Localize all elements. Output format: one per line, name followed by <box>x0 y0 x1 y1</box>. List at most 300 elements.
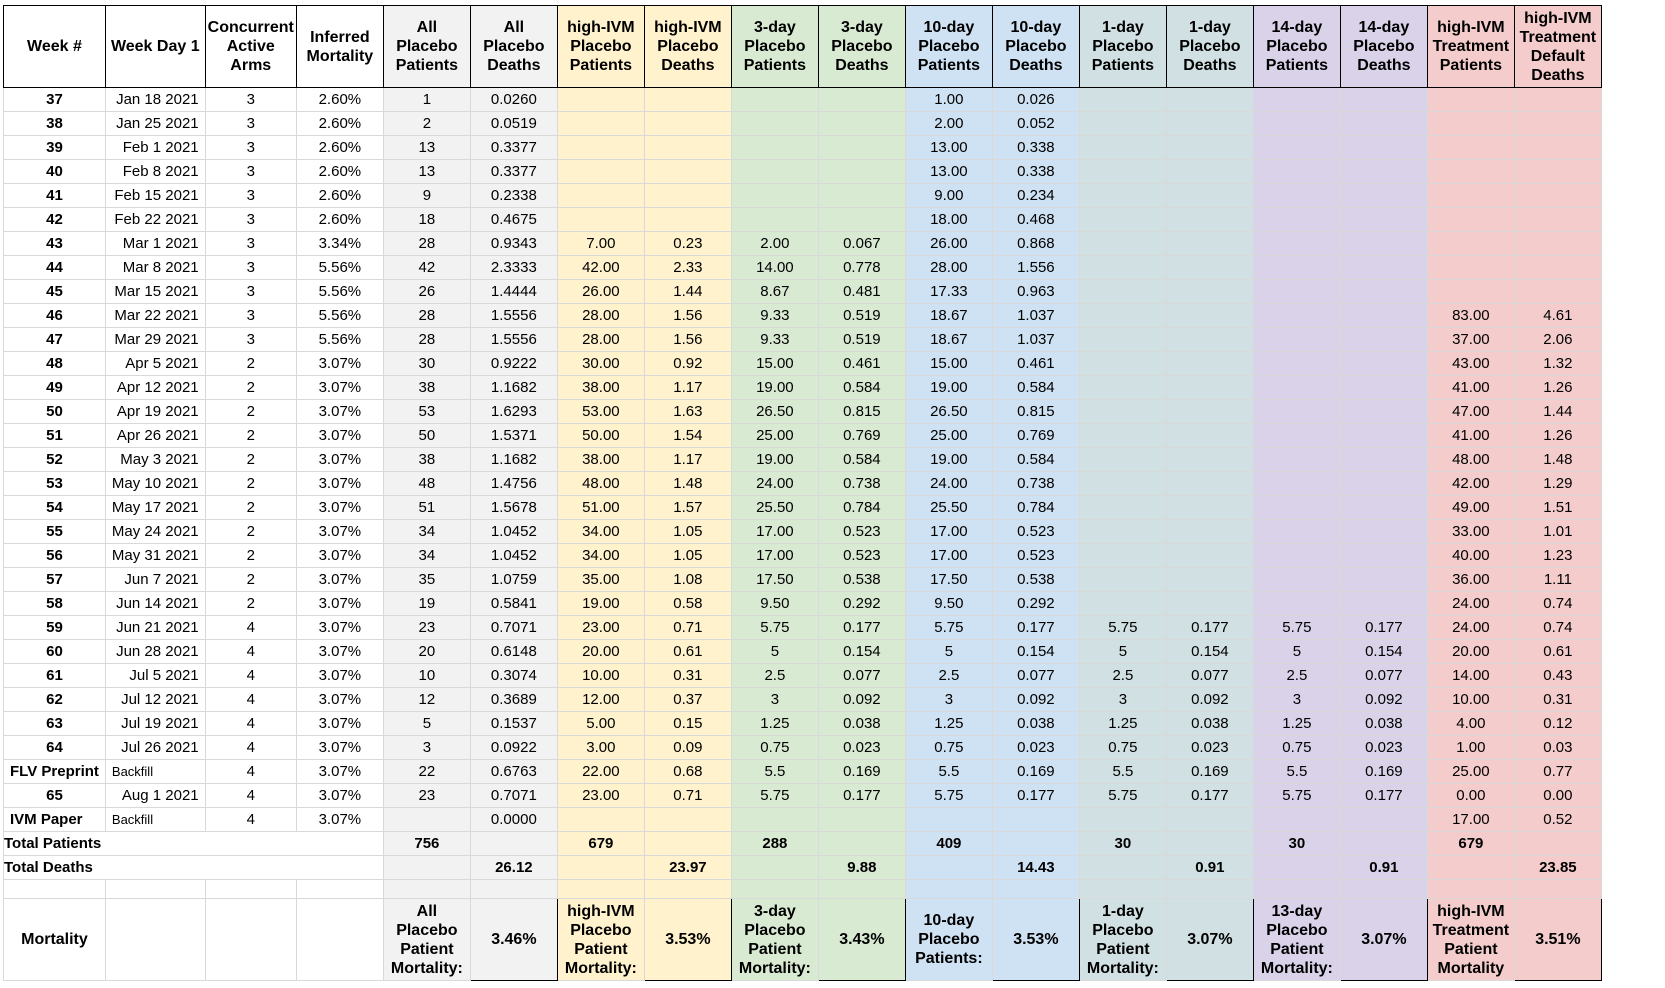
table-cell: 0.61 <box>644 640 731 664</box>
total-cell <box>905 856 992 880</box>
table-cell: 0.778 <box>818 256 905 280</box>
table-cell: 54 <box>4 496 106 520</box>
table-cell: May 10 2021 <box>105 472 205 496</box>
table-cell: 0.154 <box>1340 640 1427 664</box>
table-cell: 3.07% <box>296 736 383 760</box>
table-cell: 15.00 <box>905 352 992 376</box>
table-cell: 0.481 <box>818 280 905 304</box>
total-cell <box>557 856 644 880</box>
table-cell <box>557 112 644 136</box>
table-cell: 1.00 <box>1427 736 1514 760</box>
table-cell: 36.00 <box>1427 568 1514 592</box>
table-cell: 0.234 <box>992 184 1079 208</box>
table-cell: 3.07% <box>296 808 383 832</box>
table-cell: 2.00 <box>731 232 818 256</box>
table-cell <box>1079 448 1166 472</box>
table-cell: 0.177 <box>818 784 905 808</box>
mortality-caption: 13-day Placebo Patient Mortality: <box>1253 899 1340 981</box>
table-cell: 1.56 <box>644 328 731 352</box>
table-cell <box>557 808 644 832</box>
table-cell: 2 <box>205 424 296 448</box>
table-cell: 1.32 <box>1514 352 1601 376</box>
table-cell <box>557 208 644 232</box>
empty-cell <box>205 880 296 899</box>
table-cell: 1.25 <box>1079 712 1166 736</box>
table-cell: 3.07% <box>296 784 383 808</box>
table-cell: 60 <box>4 640 106 664</box>
table-cell: May 24 2021 <box>105 520 205 544</box>
table-cell: 22.00 <box>557 760 644 784</box>
table-row <box>4 376 1602 400</box>
table-cell: 0.7071 <box>470 784 557 808</box>
table-row <box>4 760 1602 784</box>
table-cell: 0.519 <box>818 328 905 352</box>
table-cell: 28.00 <box>557 328 644 352</box>
table-cell: 34.00 <box>557 520 644 544</box>
table-cell: 4 <box>205 688 296 712</box>
table-row <box>4 112 1602 136</box>
column-header: All Placebo Patients <box>383 6 470 88</box>
table-cell: 3 <box>205 184 296 208</box>
table-cell: 12 <box>383 688 470 712</box>
spacer-row <box>4 880 1602 899</box>
empty-cell <box>1340 880 1427 899</box>
table-cell: 1.48 <box>644 472 731 496</box>
table-cell: May 31 2021 <box>105 544 205 568</box>
table-cell: 1.26 <box>1514 376 1601 400</box>
table-cell: IVM Paper <box>4 808 106 832</box>
table-cell: 2 <box>205 448 296 472</box>
table-cell: 5.00 <box>557 712 644 736</box>
table-cell <box>1253 520 1340 544</box>
table-cell: Mar 8 2021 <box>105 256 205 280</box>
totals-label: Total Deaths <box>4 856 384 880</box>
table-cell: 3 <box>1079 688 1166 712</box>
table-cell: 0.338 <box>992 160 1079 184</box>
table-cell: 5 <box>383 712 470 736</box>
table-cell: 0.026 <box>992 88 1079 112</box>
table-cell <box>1427 232 1514 256</box>
table-cell: 15.00 <box>731 352 818 376</box>
table-cell: 2.5 <box>1079 664 1166 688</box>
table-cell <box>1253 448 1340 472</box>
table-cell: 53.00 <box>557 400 644 424</box>
column-header: Inferred Mortality <box>296 6 383 88</box>
table-cell: 28 <box>383 232 470 256</box>
table-cell: 0.963 <box>992 280 1079 304</box>
table-cell: 17.00 <box>1427 808 1514 832</box>
table-cell <box>383 808 470 832</box>
table-cell <box>818 136 905 160</box>
table-cell: 49.00 <box>1427 496 1514 520</box>
table-cell: 3.07% <box>296 592 383 616</box>
table-cell: 5.75 <box>731 784 818 808</box>
table-cell: 0.868 <box>992 232 1079 256</box>
table-cell: 51.00 <box>557 496 644 520</box>
total-cell <box>1514 832 1601 856</box>
table-cell: 26 <box>383 280 470 304</box>
table-cell: Mar 15 2021 <box>105 280 205 304</box>
table-cell: 5.75 <box>731 616 818 640</box>
table-cell <box>1166 136 1253 160</box>
table-cell: 4 <box>205 640 296 664</box>
table-cell: 0.092 <box>1340 688 1427 712</box>
table-cell: 2 <box>205 592 296 616</box>
table-cell <box>1340 808 1427 832</box>
table-cell: 0.71 <box>644 616 731 640</box>
table-cell: 9.33 <box>731 328 818 352</box>
table-cell: 38.00 <box>557 376 644 400</box>
table-cell: 1.4444 <box>470 280 557 304</box>
table-cell: 0.58 <box>644 592 731 616</box>
table-cell: 4 <box>205 712 296 736</box>
table-cell: 0.523 <box>818 544 905 568</box>
table-cell: 0.169 <box>818 760 905 784</box>
table-cell: 0.038 <box>1166 712 1253 736</box>
table-cell <box>818 112 905 136</box>
table-cell: 40 <box>4 160 106 184</box>
table-cell: 0.038 <box>818 712 905 736</box>
table-cell: 3 <box>731 688 818 712</box>
table-cell <box>1253 112 1340 136</box>
table-cell: 0.769 <box>992 424 1079 448</box>
table-cell: 1.05 <box>644 520 731 544</box>
table-cell: 0.077 <box>1166 664 1253 688</box>
total-cell: 14.43 <box>992 856 1079 880</box>
table-cell: 5.5 <box>905 760 992 784</box>
table-row <box>4 472 1602 496</box>
table-cell: 3.07% <box>296 376 383 400</box>
empty-cell <box>818 880 905 899</box>
table-cell <box>1166 232 1253 256</box>
table-cell: 1.26 <box>1514 424 1601 448</box>
table-cell <box>1340 544 1427 568</box>
table-cell: 3 <box>205 328 296 352</box>
table-cell: 9.33 <box>731 304 818 328</box>
table-cell: 3.07% <box>296 760 383 784</box>
table-cell: 47 <box>4 328 106 352</box>
table-row <box>4 184 1602 208</box>
table-cell: 1.0759 <box>470 568 557 592</box>
table-cell: 3.07% <box>296 688 383 712</box>
table-cell: 0.538 <box>992 568 1079 592</box>
table-cell: Jan 25 2021 <box>105 112 205 136</box>
table-cell <box>731 208 818 232</box>
table-cell: 1.1682 <box>470 448 557 472</box>
table-cell: 0.9222 <box>470 352 557 376</box>
table-cell <box>1340 304 1427 328</box>
table-row <box>4 736 1602 760</box>
table-cell <box>1340 256 1427 280</box>
table-cell: 26.50 <box>905 400 992 424</box>
table-cell: 4 <box>205 808 296 832</box>
total-cell <box>470 832 557 856</box>
table-cell: 0.038 <box>1340 712 1427 736</box>
table-cell: 17.00 <box>905 544 992 568</box>
table-cell: Apr 19 2021 <box>105 400 205 424</box>
table-cell: 25.00 <box>731 424 818 448</box>
table-cell: 1.556 <box>992 256 1079 280</box>
column-header: high-IVM Treatment Default Deaths <box>1514 6 1601 88</box>
mortality-caption: All Placebo Patient Mortality: <box>383 899 470 981</box>
table-cell: 0.23 <box>644 232 731 256</box>
table-cell <box>1427 256 1514 280</box>
table-cell <box>1253 280 1340 304</box>
table-cell: 3.07% <box>296 400 383 424</box>
table-cell: 3 <box>205 112 296 136</box>
table-cell: 5 <box>731 640 818 664</box>
table-cell: Jan 18 2021 <box>105 88 205 112</box>
table-cell <box>1079 328 1166 352</box>
table-cell: Apr 26 2021 <box>105 424 205 448</box>
table-cell <box>1514 112 1601 136</box>
empty-cell <box>1514 880 1601 899</box>
total-cell <box>1166 832 1253 856</box>
table-cell: 5.56% <box>296 304 383 328</box>
table-cell: 3 <box>205 232 296 256</box>
table-row <box>4 304 1602 328</box>
table-row <box>4 808 1602 832</box>
column-header: Concurrent Active Arms <box>205 6 296 88</box>
total-cell <box>383 856 470 880</box>
table-cell: 2.06 <box>1514 328 1601 352</box>
table-cell <box>1253 136 1340 160</box>
trial-data-table <box>3 5 1602 981</box>
table-cell <box>1253 808 1340 832</box>
empty-cell <box>731 880 818 899</box>
table-cell <box>1166 400 1253 424</box>
table-row <box>4 136 1602 160</box>
total-cell: 26.12 <box>470 856 557 880</box>
table-cell: Jun 28 2021 <box>105 640 205 664</box>
table-cell: 14.00 <box>731 256 818 280</box>
table-cell: 0.738 <box>818 472 905 496</box>
table-cell: 5.56% <box>296 280 383 304</box>
table-cell <box>1253 328 1340 352</box>
table-cell: 28 <box>383 304 470 328</box>
table-cell: 2 <box>383 112 470 136</box>
table-cell: 0.077 <box>992 664 1079 688</box>
table-cell: 1.11 <box>1514 568 1601 592</box>
table-cell <box>1253 424 1340 448</box>
table-cell <box>1166 448 1253 472</box>
table-cell: 5 <box>1079 640 1166 664</box>
table-cell: 19.00 <box>905 448 992 472</box>
table-row <box>4 616 1602 640</box>
table-cell <box>1166 568 1253 592</box>
column-header: Week Day 1 <box>105 6 205 88</box>
table-cell: May 17 2021 <box>105 496 205 520</box>
table-cell: 0.6763 <box>470 760 557 784</box>
table-row <box>4 160 1602 184</box>
table-cell <box>1427 208 1514 232</box>
table-cell: 4.61 <box>1514 304 1601 328</box>
table-cell: 0.038 <box>992 712 1079 736</box>
table-cell: 0.169 <box>1166 760 1253 784</box>
table-cell: 3 <box>383 736 470 760</box>
table-row <box>4 544 1602 568</box>
table-cell: 44 <box>4 256 106 280</box>
table-cell: 42 <box>383 256 470 280</box>
total-cell: 0.91 <box>1166 856 1253 880</box>
table-cell <box>1340 280 1427 304</box>
table-cell: 25.00 <box>905 424 992 448</box>
table-cell: 0.03 <box>1514 736 1601 760</box>
table-cell: 5.75 <box>1253 784 1340 808</box>
table-cell <box>557 184 644 208</box>
table-cell: 49 <box>4 376 106 400</box>
table-row <box>4 400 1602 424</box>
table-cell: 0.784 <box>992 496 1079 520</box>
empty-cell <box>296 880 383 899</box>
table-cell: 1.54 <box>644 424 731 448</box>
table-cell: 0.177 <box>1340 784 1427 808</box>
table-cell: 3 <box>205 256 296 280</box>
table-cell <box>1079 304 1166 328</box>
table-cell: 0.31 <box>644 664 731 688</box>
table-cell: 23.00 <box>557 616 644 640</box>
table-cell <box>1340 88 1427 112</box>
table-cell: 1 <box>383 88 470 112</box>
table-cell: 18.67 <box>905 328 992 352</box>
table-cell: 51 <box>383 496 470 520</box>
table-cell: 41 <box>4 184 106 208</box>
table-cell: 2.00 <box>905 112 992 136</box>
table-cell: 3 <box>205 304 296 328</box>
table-cell: 18.00 <box>905 208 992 232</box>
table-cell: Aug 1 2021 <box>105 784 205 808</box>
table-cell <box>1514 184 1601 208</box>
table-cell: 0.3689 <box>470 688 557 712</box>
table-cell <box>1340 232 1427 256</box>
table-cell: 3.07% <box>296 352 383 376</box>
table-cell <box>1079 424 1166 448</box>
table-cell: 0.461 <box>818 352 905 376</box>
totals-row <box>4 856 1602 880</box>
table-cell: FLV Preprint <box>4 760 106 784</box>
table-cell: 8.67 <box>731 280 818 304</box>
table-cell: Jul 5 2021 <box>105 664 205 688</box>
table-cell: 3 <box>205 160 296 184</box>
column-header: 14-day Placebo Deaths <box>1340 6 1427 88</box>
table-cell: 38.00 <box>557 448 644 472</box>
table-cell: 22 <box>383 760 470 784</box>
table-row <box>4 88 1602 112</box>
table-cell: 3.07% <box>296 616 383 640</box>
table-cell <box>644 808 731 832</box>
table-cell: 0.3377 <box>470 136 557 160</box>
table-cell: 0.523 <box>992 544 1079 568</box>
table-cell: 2.5 <box>905 664 992 688</box>
table-cell: 3 <box>205 88 296 112</box>
table-cell <box>1079 400 1166 424</box>
table-cell: 0.077 <box>818 664 905 688</box>
total-cell: 30 <box>1253 832 1340 856</box>
table-cell: 7.00 <box>557 232 644 256</box>
table-cell: 0.092 <box>992 688 1079 712</box>
total-cell: 288 <box>731 832 818 856</box>
table-cell: 0.338 <box>992 136 1079 160</box>
table-cell <box>1253 160 1340 184</box>
empty-cell <box>470 880 557 899</box>
table-cell <box>818 184 905 208</box>
table-cell: 1.1682 <box>470 376 557 400</box>
table-cell: 2.60% <box>296 160 383 184</box>
table-cell: 10.00 <box>1427 688 1514 712</box>
table-cell: Mar 22 2021 <box>105 304 205 328</box>
table-cell <box>1253 496 1340 520</box>
table-cell: 5.56% <box>296 328 383 352</box>
table-cell: 55 <box>4 520 106 544</box>
table-cell <box>1253 184 1340 208</box>
table-cell <box>1166 184 1253 208</box>
table-cell: 3.07% <box>296 544 383 568</box>
table-cell: 0.092 <box>818 688 905 712</box>
table-cell: 0.519 <box>818 304 905 328</box>
table-cell: 0.815 <box>992 400 1079 424</box>
table-row <box>4 520 1602 544</box>
total-cell <box>644 832 731 856</box>
table-cell <box>1166 592 1253 616</box>
table-cell: 0.077 <box>1340 664 1427 688</box>
table-cell: 0.37 <box>644 688 731 712</box>
table-cell: 0.7071 <box>470 616 557 640</box>
table-cell: 2.60% <box>296 208 383 232</box>
table-cell: 0.12 <box>1514 712 1601 736</box>
table-cell: 5 <box>905 640 992 664</box>
table-cell <box>1166 160 1253 184</box>
table-cell: 0.00 <box>1427 784 1514 808</box>
table-cell <box>1079 256 1166 280</box>
table-cell: 0.052 <box>992 112 1079 136</box>
table-cell <box>557 160 644 184</box>
column-header: 3-day Placebo Deaths <box>818 6 905 88</box>
totals-label: Total Patients <box>4 832 384 856</box>
table-cell <box>1340 424 1427 448</box>
table-cell: 48.00 <box>1427 448 1514 472</box>
table-cell <box>1079 376 1166 400</box>
table-cell: 56 <box>4 544 106 568</box>
table-cell <box>1079 592 1166 616</box>
table-cell: 1.57 <box>644 496 731 520</box>
table-cell: 0.9343 <box>470 232 557 256</box>
table-cell <box>1166 424 1253 448</box>
table-cell: 62 <box>4 688 106 712</box>
table-cell: 0.15 <box>644 712 731 736</box>
table-cell: 50 <box>4 400 106 424</box>
table-cell: 5.75 <box>905 784 992 808</box>
empty-cell <box>105 899 205 981</box>
table-cell: 1.29 <box>1514 472 1601 496</box>
table-cell: 3.07% <box>296 568 383 592</box>
table-cell <box>1427 160 1514 184</box>
table-cell: 2 <box>205 472 296 496</box>
table-cell <box>1340 400 1427 424</box>
table-cell: 35.00 <box>557 568 644 592</box>
table-cell: 9.50 <box>905 592 992 616</box>
table-cell: 1.25 <box>1253 712 1340 736</box>
empty-cell <box>1079 880 1166 899</box>
table-cell: 61 <box>4 664 106 688</box>
table-cell: 0.023 <box>1166 736 1253 760</box>
mortality-value: 3.46% <box>470 899 557 981</box>
table-cell: 0.815 <box>818 400 905 424</box>
total-cell <box>1427 856 1514 880</box>
table-cell: 2 <box>205 352 296 376</box>
table-cell: Feb 1 2021 <box>105 136 205 160</box>
table-cell: 17.33 <box>905 280 992 304</box>
table-cell: 4 <box>205 736 296 760</box>
